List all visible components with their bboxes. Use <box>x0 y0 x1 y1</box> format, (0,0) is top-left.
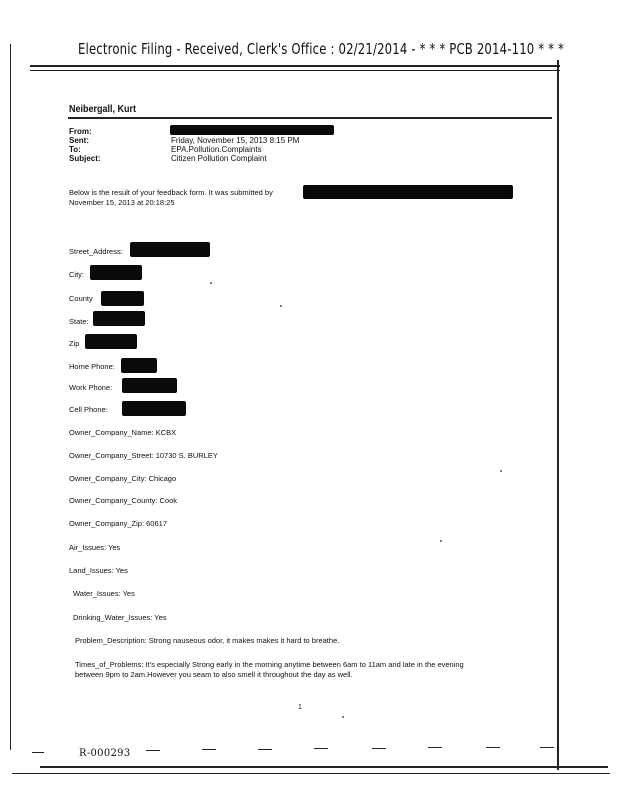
field-label: Owner_Company_Zip: <box>69 519 145 528</box>
field-drinking-water-issues <box>73 613 167 622</box>
redaction-home-phone <box>121 358 157 373</box>
field-label: Home Phone: <box>69 362 115 371</box>
field-label: Owner_Company_Street: <box>69 451 154 460</box>
left-edge-line <box>10 44 11 750</box>
redaction-street-address <box>130 242 210 257</box>
footer-dash <box>486 747 500 748</box>
field-label: County <box>69 294 93 303</box>
field-value: Chicago <box>148 474 177 483</box>
field-problem-description <box>75 636 339 645</box>
header-subject-value: Citizen Pollution Complaint <box>171 154 267 163</box>
field-value: Yes <box>122 589 135 598</box>
bates-number: R-000293 <box>79 748 131 759</box>
bottom-rule-outer <box>12 773 610 774</box>
field-label: Work Phone: <box>69 383 113 392</box>
footer-dash <box>202 749 216 750</box>
stamp-underline <box>30 65 560 67</box>
field-zip <box>69 339 79 348</box>
footer-dash <box>146 750 160 751</box>
scan-speck <box>280 305 282 307</box>
field-label: Drinking_Water_Issues: <box>73 613 153 622</box>
field-label: Owner_Company_City: <box>69 474 147 483</box>
sender-name: Neibergall, Kurt <box>69 104 137 115</box>
filing-stamp: Electronic Filing - Received, Clerk's Office : 02/21/2014 - * * * PCB 2014-110 * * * <box>78 40 565 58</box>
field-value: Strong nauseous odor, it makes makes it hard to breathe. <box>148 636 340 645</box>
field-label: Problem_Description: <box>75 636 147 645</box>
footer-dash <box>372 748 386 749</box>
header-from-label: From: <box>69 127 92 136</box>
field-air-issues <box>69 543 120 552</box>
times-of-problems-line-2: between 9pm to 2am.However you seam to also smell it throughout the day as well. <box>75 670 353 679</box>
field-label: Owner_Company_County: <box>69 496 158 505</box>
field-value: Cook <box>159 496 177 505</box>
field-land-issues <box>69 566 128 575</box>
redaction-zip <box>85 334 137 349</box>
redaction-from <box>170 125 334 135</box>
field-water-issues <box>73 589 135 598</box>
intro-line-2: November 15, 2013 at 20:18:25 <box>69 198 175 207</box>
footer-dash <box>314 748 328 749</box>
field-label: Street_Address: <box>69 247 123 256</box>
field-owner-company-city <box>69 474 176 483</box>
field-owner-company-street <box>69 451 218 460</box>
top-double-rule <box>30 70 560 71</box>
field-value: 60617 <box>146 519 167 528</box>
right-edge-line <box>557 60 559 770</box>
field-city <box>69 270 84 279</box>
field-value: 10730 S. BURLEY <box>155 451 218 460</box>
field-work-phone <box>69 383 112 392</box>
field-county <box>69 294 93 303</box>
field-value: KCBX <box>155 428 177 437</box>
header-subject-label: Subject: <box>69 154 101 163</box>
footer-dash <box>258 749 272 750</box>
header-to-value: EPA.Pollution.Complaints <box>171 145 262 154</box>
header-to-label: To: <box>69 145 81 154</box>
field-label: Zip <box>69 339 80 348</box>
times-of-problems-line-1: Times_of_Problems: It's especially Strong early in the morning anytime between 6am to 11am and late in the evening <box>75 660 464 669</box>
field-label: State: <box>69 317 89 326</box>
scan-speck <box>500 470 502 472</box>
scan-speck <box>440 540 442 542</box>
field-state <box>69 317 89 326</box>
field-label: City: <box>69 270 84 279</box>
field-owner-company-county <box>69 496 177 505</box>
field-street-address <box>69 247 123 256</box>
header-sent-label: Sent: <box>69 136 89 145</box>
redaction-state <box>93 311 145 326</box>
intro-line-1: Below is the result of your feedback form. It was submitted by <box>69 188 273 197</box>
redaction-submitter <box>303 185 513 199</box>
field-owner-company-name <box>69 428 176 437</box>
field-label: Land_Issues: <box>69 566 114 575</box>
field-value: Yes <box>154 613 167 622</box>
redaction-city <box>90 265 142 280</box>
sender-underline <box>68 117 552 119</box>
scan-speck <box>210 282 212 284</box>
scan-speck <box>342 716 344 718</box>
field-label: Owner_Company_Name: <box>69 428 154 437</box>
bottom-rule <box>40 766 608 768</box>
field-label: Cell Phone: <box>69 405 108 414</box>
field-value: Yes <box>115 566 128 575</box>
footer-dash <box>428 747 442 748</box>
field-cell-phone <box>69 405 108 414</box>
redaction-county <box>101 291 144 306</box>
footer-dash <box>32 752 44 753</box>
redaction-cell-phone <box>122 401 186 416</box>
field-label: Water_Issues: <box>73 589 121 598</box>
field-label: Air_Issues: <box>69 543 107 552</box>
field-value: Yes <box>108 543 121 552</box>
redaction-work-phone <box>122 378 177 393</box>
header-sent-value: Friday, November 15, 2013 8:15 PM <box>171 136 300 145</box>
page-number: 1 <box>298 704 302 711</box>
field-owner-company-zip <box>69 519 167 528</box>
footer-dash <box>540 747 554 748</box>
field-home-phone <box>69 362 115 371</box>
